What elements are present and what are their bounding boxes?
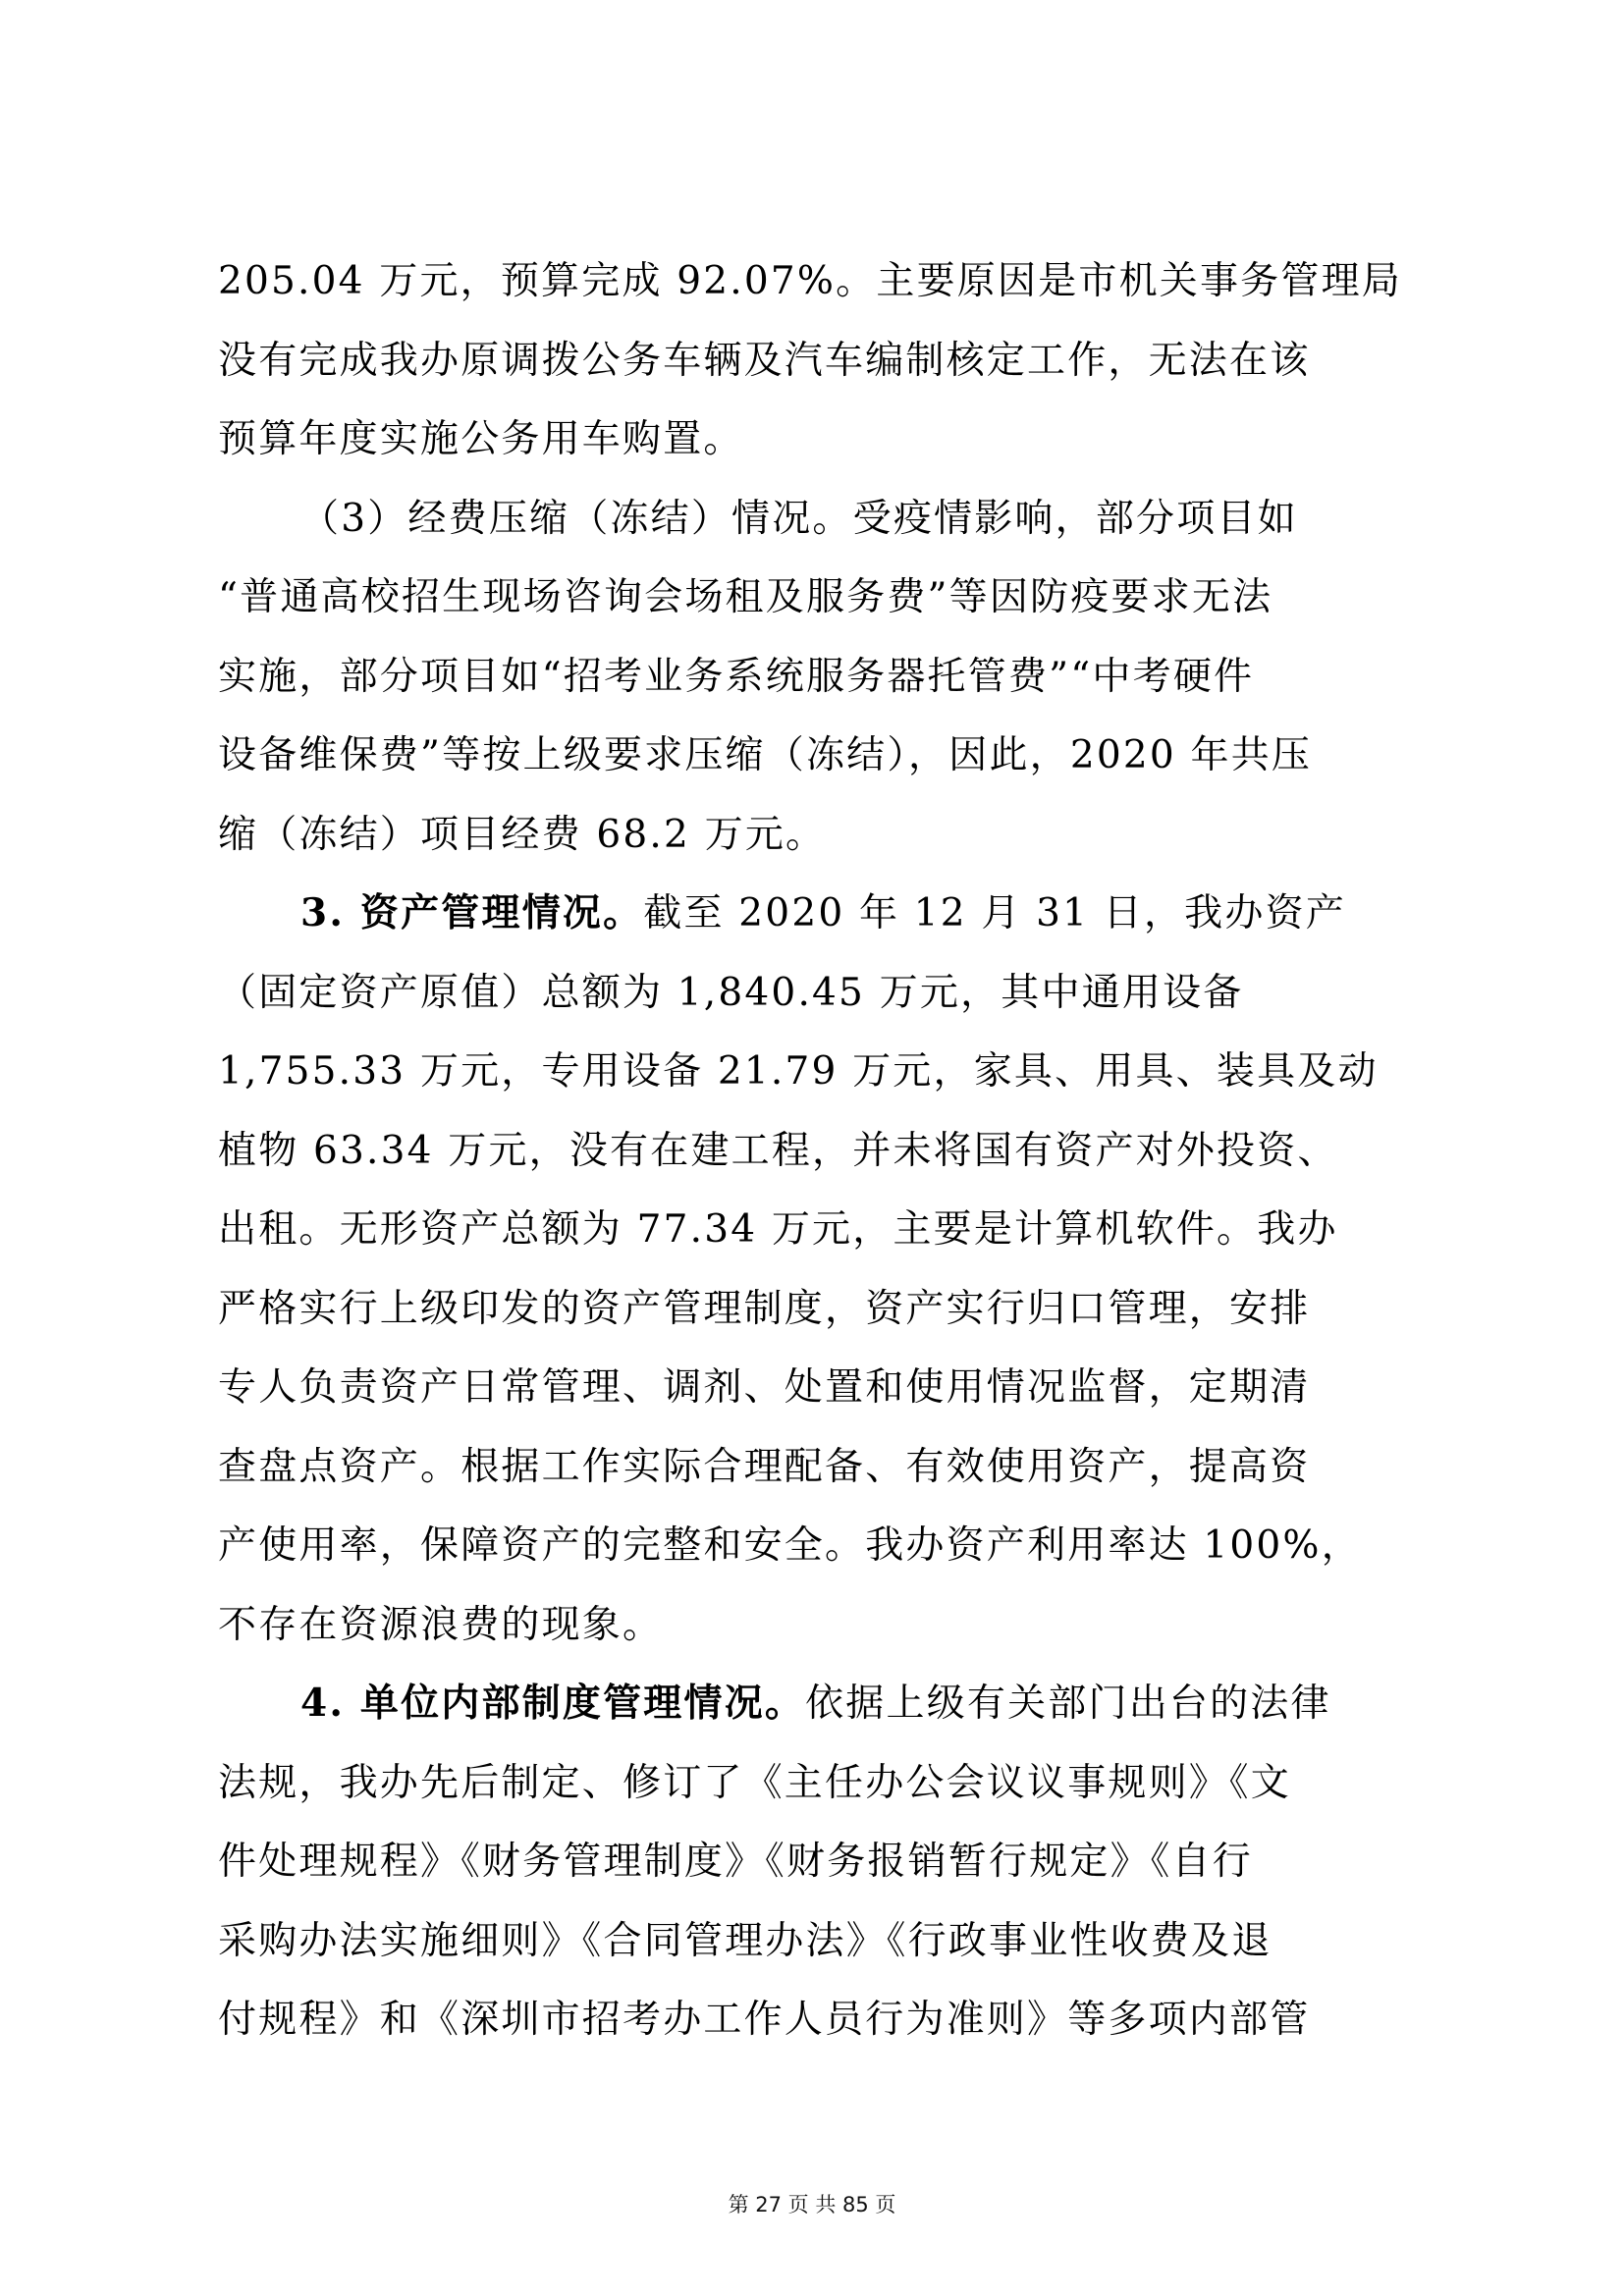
text-line xyxy=(218,1990,1416,2069)
text-line xyxy=(218,1595,1416,1675)
section-heading: 4. 单位内部制度管理情况。 xyxy=(300,1681,806,1726)
text-line xyxy=(218,647,1416,726)
text-line xyxy=(218,725,1416,805)
line-text: 缩（冻结）项目经费 68.2 万元。 xyxy=(218,812,827,857)
text-line xyxy=(218,1832,1416,1911)
line-text: 不存在资源浪费的现象。 xyxy=(218,1602,664,1647)
line-text: 1,755.33 万元，专用设备 21.79 万元，家具、用具、装具及动 xyxy=(218,1049,1379,1094)
line-text: 法规，我办先后制定、修订了《主任办公会议议事规则》《文 xyxy=(218,1760,1291,1805)
text-line xyxy=(218,1358,1416,1437)
line-text: 严格实行上级印发的资产管理制度，资产实行归口管理，安排 xyxy=(218,1286,1311,1331)
text-line xyxy=(218,963,1416,1042)
line-text: 依据上级有关部门出台的法律 xyxy=(805,1682,1331,1726)
section-heading: 3. 资产管理情况。 xyxy=(300,890,644,935)
text-line xyxy=(218,883,1416,963)
text-line xyxy=(218,805,1416,884)
text-line xyxy=(218,331,1416,410)
line-text: 没有完成我办原调拨公务车辆及汽车编制核定工作，无法在该 xyxy=(218,338,1311,383)
text-line xyxy=(218,1674,1416,1753)
text-line xyxy=(218,1911,1416,1991)
line-text: 采购办法实施细则》《合同管理办法》《行政事业性收费及退 xyxy=(218,1918,1272,1963)
line-text: 205.04 万元，预算完成 92.07%。主要原因是市机关事务管理局 xyxy=(218,259,1402,303)
line-text: 付规程》和《深圳市招考办工作人员行为准则》等多项内部管 xyxy=(218,1998,1311,2042)
line-text: 实施，部分项目如“招考业务系统服务器托管费”“中考硬件 xyxy=(218,654,1255,699)
line-text: 专人负责资产日常管理、调剂、处置和使用情况监督，定期清 xyxy=(218,1365,1311,1410)
line-text: “普通高校招生现场咨询会场租及服务费”等因防疫要求无法 xyxy=(218,575,1273,619)
line-text: 查盘点资产。根据工作实际合理配备、有效使用资产，提高资 xyxy=(218,1444,1311,1489)
text-line xyxy=(218,251,1416,331)
document-body xyxy=(218,251,1416,2069)
line-text: 预算年度实施公务用车购置。 xyxy=(218,417,744,461)
page-number-footer: 第 27 页 共 85 页 xyxy=(728,2193,896,2216)
line-text: （固定资产原值）总额为 1,840.45 万元，其中通用设备 xyxy=(218,970,1244,1015)
text-line xyxy=(218,1437,1416,1517)
line-text: 出租。无形资产总额为 77.34 万元，主要是计算机软件。我办 xyxy=(218,1207,1338,1252)
text-line xyxy=(218,567,1416,647)
line-text: （3）经费压缩（冻结）情况。受疫情影响，部分项目如 xyxy=(300,496,1298,541)
text-line xyxy=(218,1516,1416,1595)
text-line xyxy=(218,1121,1416,1201)
text-line xyxy=(218,489,1416,568)
line-text: 设备维保费”等按上级要求压缩（冻结），因此，2020 年共压 xyxy=(218,733,1313,777)
line-text: 件处理规程》《财务管理制度》《财务报销暂行规定》《自行 xyxy=(218,1840,1253,1884)
line-text: 植物 63.34 万元，没有在建工程，并未将国有资产对外投资、 xyxy=(218,1128,1338,1173)
text-line xyxy=(218,1279,1416,1359)
text-line xyxy=(218,409,1416,489)
line-text: 产使用率，保障资产的完整和安全。我办资产利用率达 100%， xyxy=(218,1523,1362,1568)
text-line xyxy=(218,1041,1416,1121)
text-line xyxy=(218,1200,1416,1279)
text-line xyxy=(218,1753,1416,1833)
line-text: 截至 2020 年 12 月 31 日，我办资产 xyxy=(643,891,1346,935)
